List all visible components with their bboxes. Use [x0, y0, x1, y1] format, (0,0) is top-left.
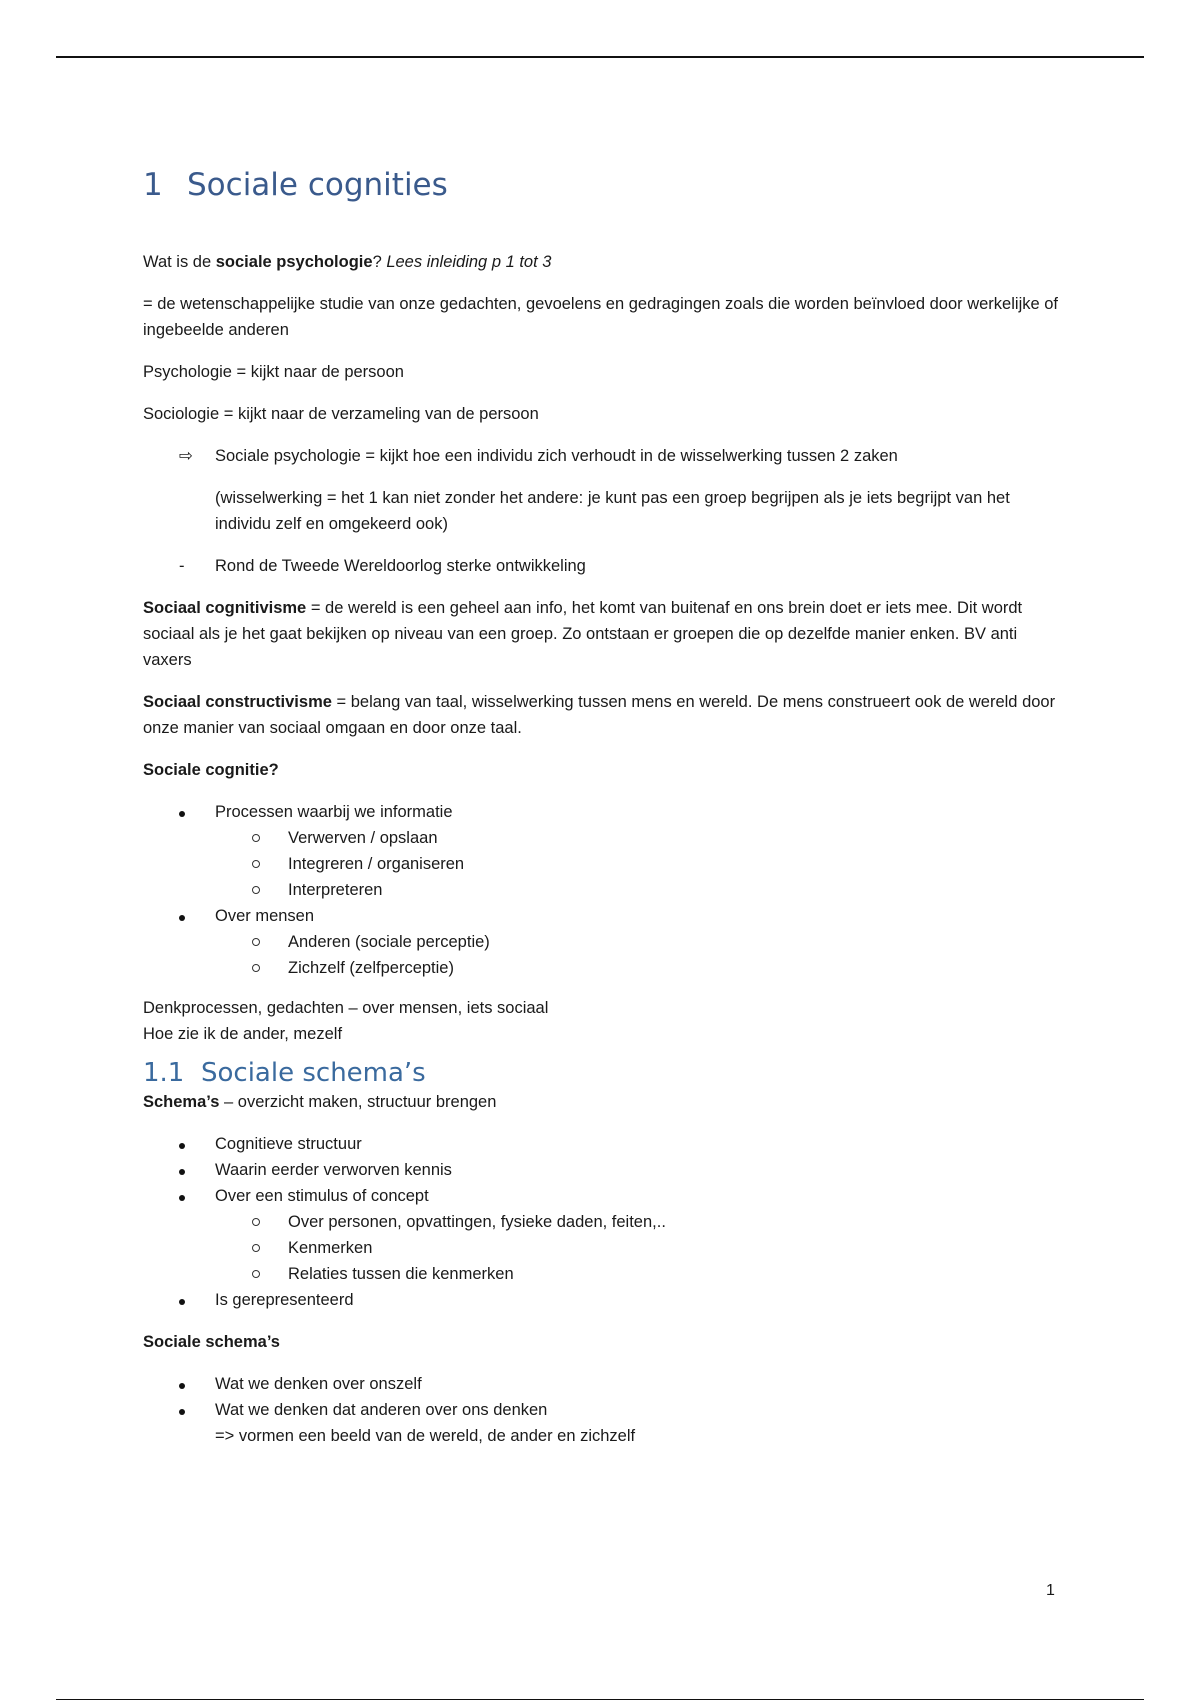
intro-question-prefix: Wat is de [143, 253, 216, 271]
circle-bullet-icon [252, 1261, 272, 1287]
schemas-list [143, 1131, 1063, 1313]
bullet-icon [179, 1131, 199, 1157]
heading-1-title: Sociale cognities [187, 167, 448, 203]
heading-1 [143, 165, 1063, 205]
list-item [143, 1397, 1063, 1423]
arrow-icon: ⇨ [179, 447, 193, 465]
list-item-text: Cognitieve structuur [215, 1135, 362, 1153]
cognitivisme-paragraph [143, 595, 1063, 673]
schemas-term: Schema’s [143, 1093, 220, 1111]
dash-marker: - [179, 557, 185, 575]
list-item-text: Over mensen [215, 907, 315, 925]
list-item [143, 903, 1063, 929]
sub-list-item [143, 825, 1063, 851]
sub-list-item [143, 1261, 1063, 1287]
heading-2-number: 1.1 [143, 1058, 185, 1088]
denkprocessen-line: Denkprocessen, gedachten – over mensen, iets sociaal [143, 999, 549, 1017]
header-rule [56, 56, 1144, 58]
cognitivisme-term: Sociaal cognitivisme [143, 599, 307, 617]
circle-bullet-icon [252, 1235, 272, 1261]
sociale-schemas-list [143, 1371, 1063, 1449]
circle-bullet-icon [252, 1209, 272, 1235]
sub-list-item-text: Verwerven / opslaan [288, 829, 438, 847]
conclusion-line [143, 1423, 1063, 1449]
definition-paragraph: = de wetenschappelijke studie van onze gedachten, gevoelens en gedragingen zoals die worden beïnvloed door werkelijke of ingebeelde anderen [143, 295, 1059, 339]
list-item-text: Waarin eerder verworven kennis [215, 1161, 452, 1179]
sub-list-item-text: Kenmerken [288, 1239, 373, 1257]
list-item [143, 1183, 1063, 1209]
heading-2-title: Sociale schema’s [201, 1058, 426, 1088]
sub-list-item [143, 851, 1063, 877]
list-item-text: Wat we denken over onszelf [215, 1375, 422, 1393]
sociale-cognitie-heading-text: Sociale cognitie? [143, 761, 279, 779]
psychologie-line: Psychologie = kijkt naar de persoon [143, 363, 404, 381]
sub-list-item-text: Zichzelf (zelfperceptie) [288, 959, 454, 977]
schemas-paragraph [143, 1089, 1063, 1115]
bullet-icon [179, 1397, 199, 1423]
bullet-icon [179, 903, 199, 929]
list-item [143, 1131, 1063, 1157]
bullet-icon [179, 1371, 199, 1397]
sub-list-item [143, 877, 1063, 903]
circle-bullet-icon [252, 851, 272, 877]
circle-bullet-icon [252, 877, 272, 903]
sub-list-item-text: Interpreteren [288, 881, 383, 899]
hoe-zie-ik-line: Hoe zie ik de ander, mezelf [143, 1025, 343, 1043]
sub-list-item [143, 1235, 1063, 1261]
sub-list-item [143, 929, 1063, 955]
sociale-cognitie-heading [143, 757, 1063, 783]
heading-1-number: 1 [143, 167, 163, 203]
page-number: 1 [1046, 1582, 1055, 1599]
heading-2 [143, 1057, 1063, 1089]
arrow-item-text: Sociale psychologie = kijkt hoe een individu zich verhoudt in de wisselwerking tussen 2 zaken [215, 447, 898, 465]
list-item-text: Wat we denken dat anderen over ons denken [215, 1401, 548, 1419]
sociale-cognitie-list [143, 799, 1063, 981]
wisselwerking-note [143, 485, 1063, 537]
dash-item [143, 553, 1063, 579]
dash-item-text: Rond de Tweede Wereldoorlog sterke ontwikkeling [215, 557, 586, 575]
sub-list-item-text: Relaties tussen die kenmerken [288, 1265, 514, 1283]
list-item-text: Processen waarbij we informatie [215, 803, 453, 821]
intro-question-mark: ? [372, 253, 387, 271]
circle-bullet-icon [252, 929, 272, 955]
constructivisme-paragraph [143, 689, 1063, 741]
sub-list-item [143, 1209, 1063, 1235]
list-item-text: Over een stimulus of concept [215, 1187, 429, 1205]
list-item [143, 1371, 1063, 1397]
intro-question-italic: Lees inleiding p 1 tot 3 [386, 253, 552, 271]
bullet-icon [179, 799, 199, 825]
bullet-icon [179, 1157, 199, 1183]
bullet-icon [179, 1287, 199, 1313]
intro-question [143, 249, 1063, 275]
document-body [143, 150, 1063, 1449]
sociale-schemas-heading [143, 1329, 1063, 1355]
wisselwerking-note-text: (wisselwerking = het 1 kan niet zonder het andere: je kunt pas een groep begrijpen als je iets begrijpt van het individu zelf en omgekeerd ook) [215, 489, 1010, 533]
list-item [143, 799, 1063, 825]
conclusion-line-text: => vormen een beeld van de wereld, de ander en zichzelf [215, 1427, 636, 1445]
sociale-schemas-heading-text: Sociale schema’s [143, 1333, 280, 1351]
constructivisme-text: = belang van taal, wisselwerking tussen mens en wereld. De mens construeert ook de wereld door onze manier van sociaal omgaan en door onze taal. [143, 693, 1056, 737]
sub-list-item-text: Over personen, opvattingen, fysieke daden, feiten,.. [288, 1213, 666, 1231]
schemas-text: – overzicht maken, structuur brengen [219, 1093, 497, 1111]
list-item-text: Is gerepresenteerd [215, 1291, 354, 1309]
cognitivisme-text: = de wereld is een geheel aan info, het komt van buitenaf en ons brein doet er iets mee. Dit wordt sociaal als je het gaat bekijken op niveau van een groep. Zo ontstaan er groepen die op dezelfde manier enken. BV anti vaxers [143, 599, 1023, 669]
circle-bullet-icon [252, 825, 272, 851]
intro-question-bold: sociale psychologie [215, 253, 373, 271]
bullet-icon [179, 1183, 199, 1209]
sociologie-line: Sociologie = kijkt naar de verzameling van de persoon [143, 405, 539, 423]
constructivisme-term: Sociaal constructivisme [143, 693, 332, 711]
arrow-item [143, 443, 1063, 469]
circle-bullet-icon [252, 955, 272, 981]
list-item [143, 1157, 1063, 1183]
sub-list-item-text: Integreren / organiseren [288, 855, 465, 873]
sub-list-item-text: Anderen (sociale perceptie) [288, 933, 490, 951]
sub-list-item [143, 955, 1063, 981]
list-item [143, 1287, 1063, 1313]
